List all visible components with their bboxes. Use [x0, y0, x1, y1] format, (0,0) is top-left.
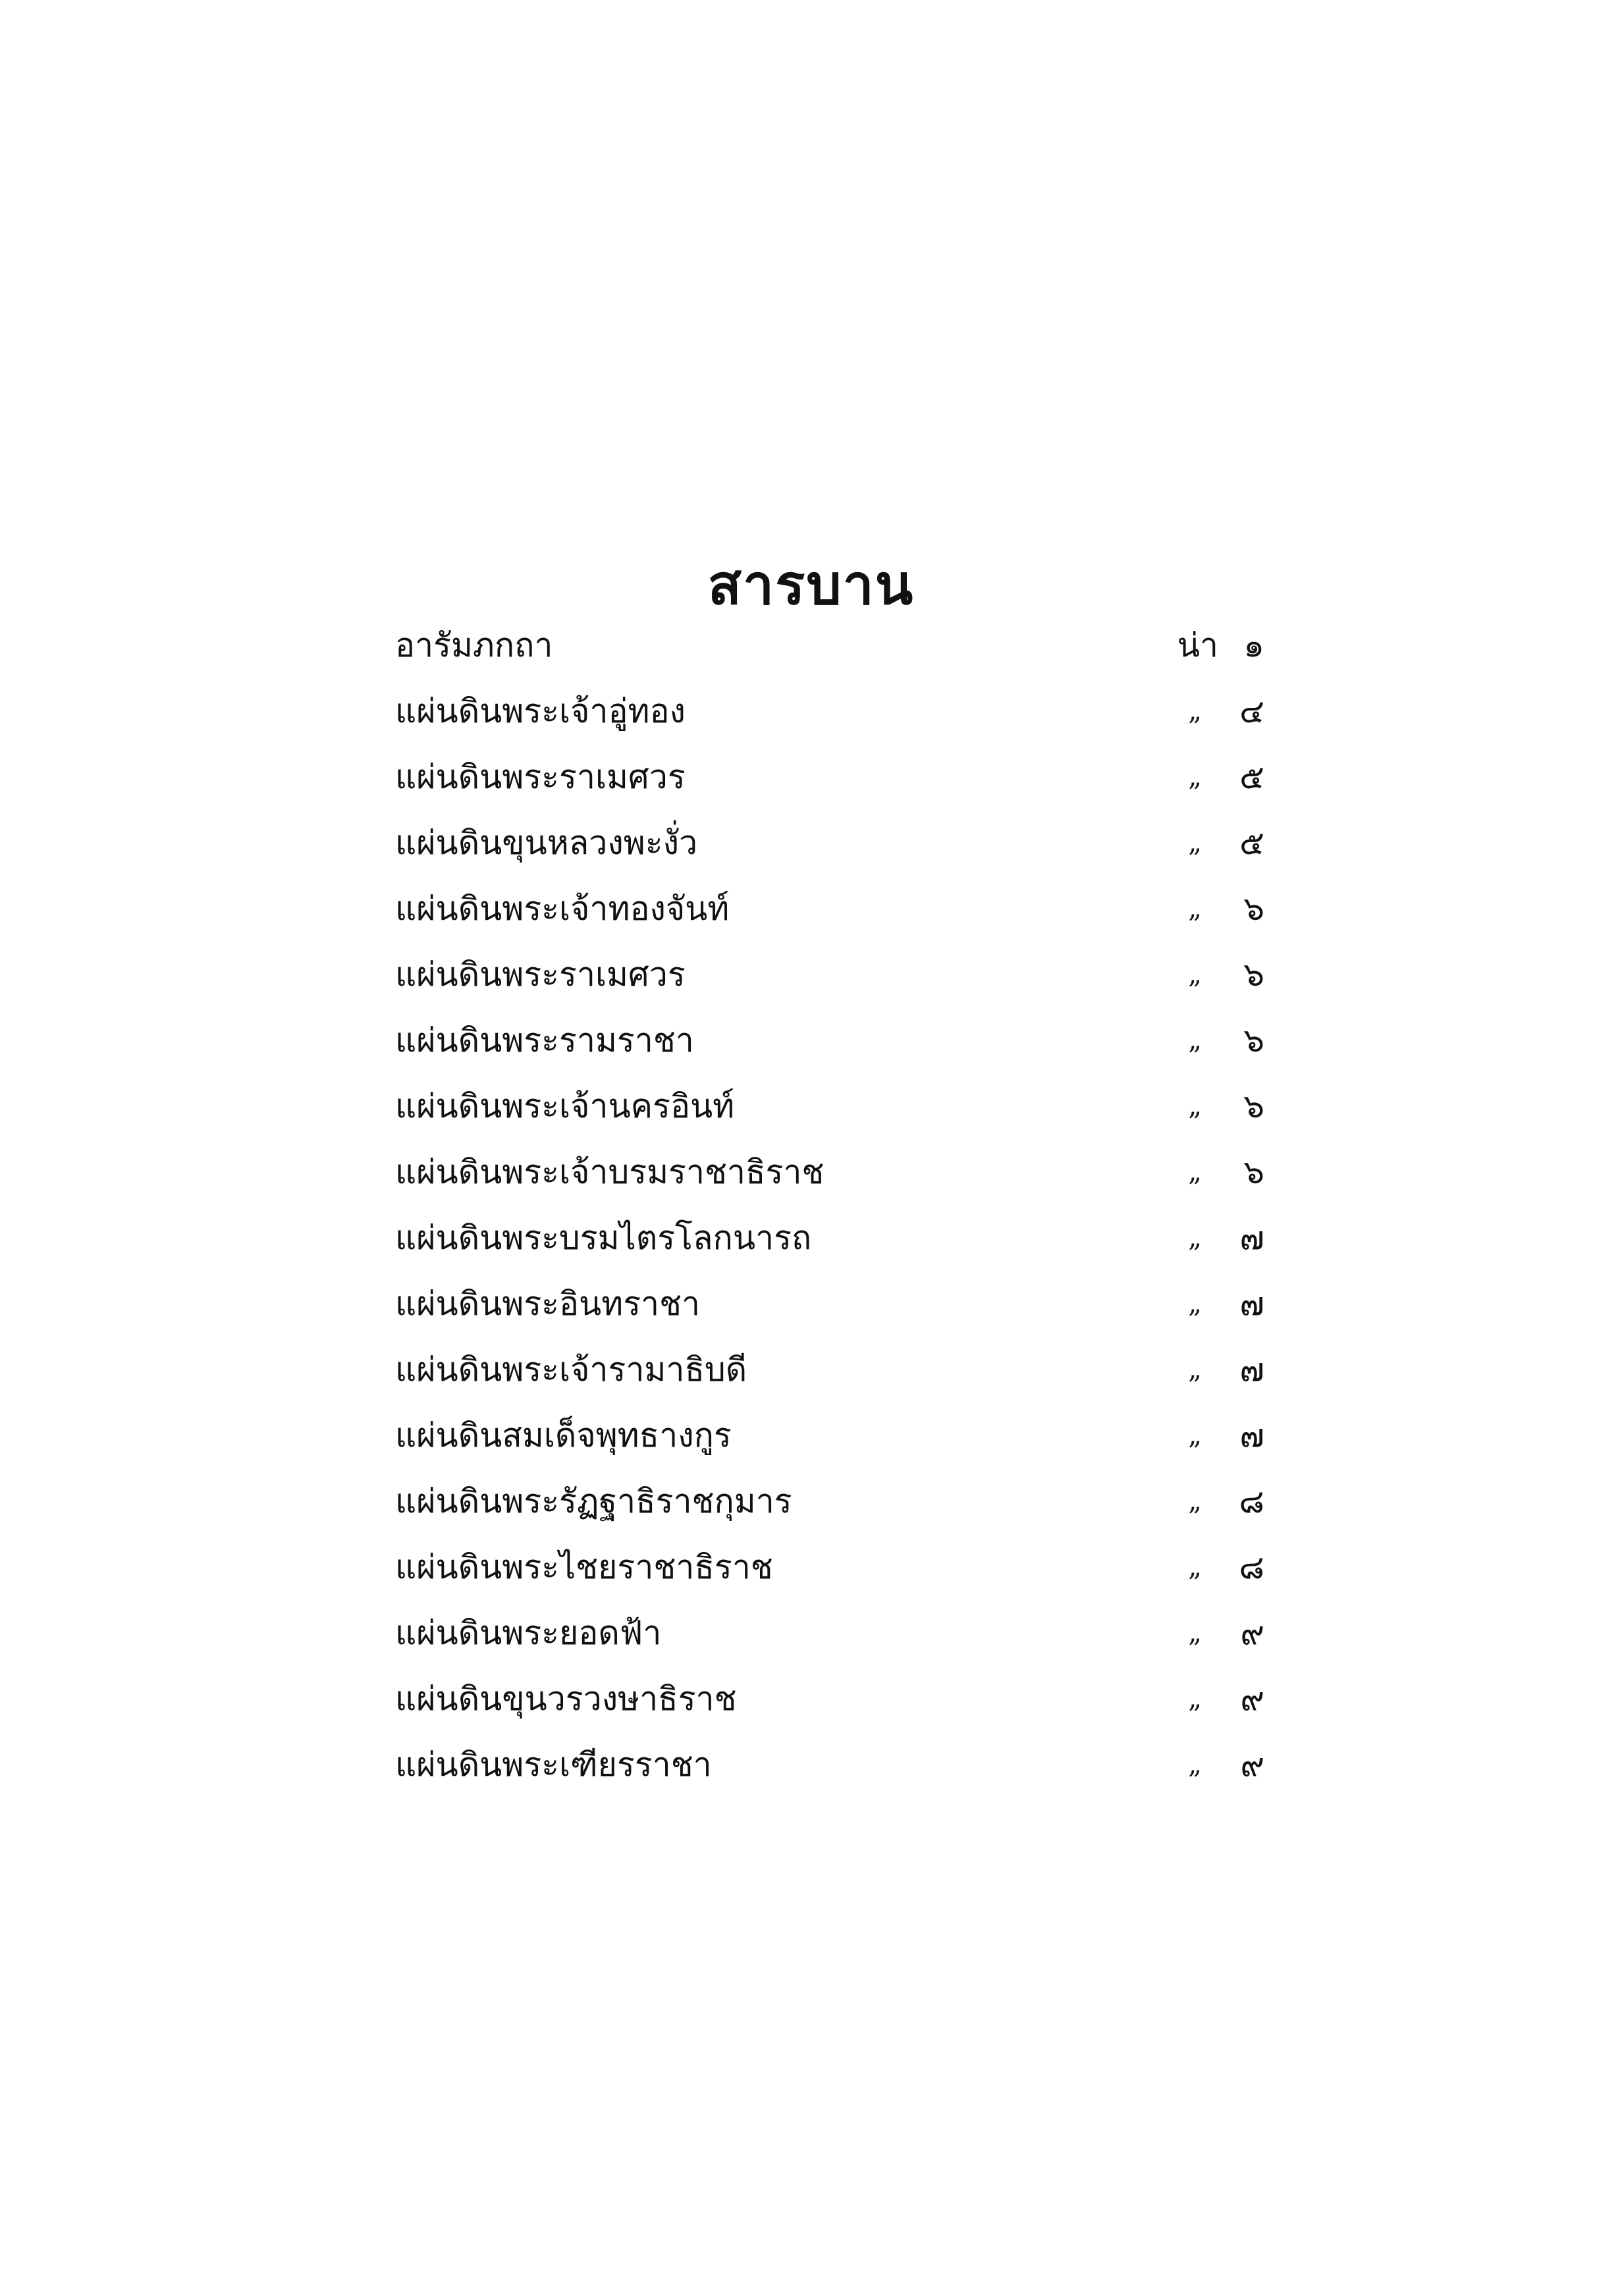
ditto-mark: „	[1188, 894, 1202, 924]
toc-entry-label: แผ่นดินพระรามราชา	[395, 1021, 694, 1059]
toc-entry-label: แผ่นดินพระอินทราชา	[395, 1285, 701, 1323]
ditto-mark: „	[1188, 1223, 1202, 1253]
ditto-mark: „	[1188, 762, 1202, 792]
toc-entry	[395, 1337, 1264, 1402]
toc-entry	[395, 942, 1264, 1007]
ditto-mark: „	[1188, 1289, 1202, 1319]
toc-entry	[395, 1468, 1264, 1534]
toc-entry-label: แผ่นดินพระไชยราชาธิราช	[395, 1548, 773, 1586]
toc-entry-label: แผ่นดินสมเด็จพุทธางกูร	[395, 1416, 732, 1455]
toc-entry	[395, 1732, 1264, 1798]
toc-header-row	[395, 612, 1264, 678]
toc-entry-label: แผ่นดินขุนวรวงษาธิราช	[395, 1680, 737, 1718]
toc-entry	[395, 1073, 1264, 1139]
toc-entry	[395, 744, 1264, 810]
toc-entry	[395, 876, 1264, 942]
ditto-mark: „	[1188, 828, 1202, 858]
ditto-mark: „	[1188, 1354, 1202, 1385]
ditto-mark: „	[1188, 1486, 1202, 1516]
toc-page-number: ๗	[1239, 1350, 1264, 1389]
ditto-mark: „	[1188, 1552, 1202, 1582]
toc-page-number: ๖	[1243, 955, 1264, 994]
toc-page-number: ๙	[1240, 1614, 1264, 1652]
toc-entry-label: แผ่นดินขุนหลวงพะงั่ว	[395, 824, 698, 862]
toc-page-number: ๕	[1239, 824, 1264, 862]
ditto-mark: „	[1188, 1025, 1202, 1055]
toc-page-number: ๗	[1239, 1219, 1264, 1257]
toc-entry	[395, 678, 1264, 744]
toc-page-number: ๖	[1243, 1021, 1264, 1059]
ditto-mark: „	[1188, 1091, 1202, 1121]
toc-page-number: ๔	[1239, 692, 1264, 730]
toc-entry-label: แผ่นดินพระยอดฟ้า	[395, 1614, 662, 1652]
toc-entry-label: แผ่นดินพระเจ้าบรมราชาธิราช	[395, 1153, 825, 1191]
toc-entry	[395, 810, 1264, 876]
ditto-mark: „	[1188, 1420, 1202, 1451]
toc-entry	[395, 1007, 1264, 1073]
toc-entry-label: อารัมภกถา	[395, 626, 553, 664]
toc-entries	[395, 678, 1264, 1798]
toc-entry	[395, 1534, 1264, 1600]
toc-page-number: ๘	[1239, 1548, 1264, 1586]
table-of-contents	[395, 612, 1264, 1798]
ditto-mark: „	[1188, 1749, 1202, 1780]
toc-entry-label: แผ่นดินพระเจ้ารามาธิบดี	[395, 1350, 747, 1389]
toc-entry	[395, 1600, 1264, 1666]
ditto-mark: „	[1188, 1684, 1202, 1714]
toc-page-number: ๙	[1240, 1746, 1264, 1784]
toc-entry-label: แผ่นดินพระเจ้าทองจันท์	[395, 890, 730, 928]
toc-page-number: ๑	[1243, 626, 1264, 664]
toc-entry-label: แผ่นดินพระเจ้านครอินท์	[395, 1087, 735, 1125]
toc-page-number: ๖	[1243, 890, 1264, 928]
toc-entry-label: แผ่นดินพระรัฏฐาธิราชกุมาร	[395, 1482, 792, 1520]
toc-entry	[395, 1666, 1264, 1732]
toc-entry-label: แผ่นดินพระเจ้าอู่ทอง	[395, 692, 686, 730]
toc-entry-label: แผ่นดินพระเฑียรราชา	[395, 1746, 712, 1784]
toc-entry	[395, 1271, 1264, 1337]
page-title: สารบาน	[707, 552, 915, 617]
toc-entry-label: แผ่นดินพระราเมศวร	[395, 955, 686, 994]
toc-entry	[395, 1402, 1264, 1468]
toc-page-number: ๖	[1243, 1087, 1264, 1125]
toc-page-number: ๗	[1239, 1285, 1264, 1323]
ditto-mark: „	[1188, 1157, 1202, 1187]
page-word-label: น่า	[1177, 626, 1218, 664]
toc-entry-label: แผ่นดินพระบรมไตรโลกนารถ	[395, 1219, 812, 1257]
toc-page-number: ๙	[1240, 1680, 1264, 1718]
toc-page-number: ๖	[1243, 1153, 1264, 1191]
toc-page-number: ๗	[1239, 1416, 1264, 1455]
toc-entry	[395, 1139, 1264, 1205]
ditto-mark: „	[1188, 959, 1202, 990]
toc-entry	[395, 1205, 1264, 1271]
toc-entry-label: แผ่นดินพระราเมศวร	[395, 758, 686, 796]
toc-page-number: ๕	[1239, 758, 1264, 796]
ditto-mark: „	[1188, 696, 1202, 726]
ditto-mark: „	[1188, 1618, 1202, 1648]
toc-page-number: ๘	[1239, 1482, 1264, 1520]
